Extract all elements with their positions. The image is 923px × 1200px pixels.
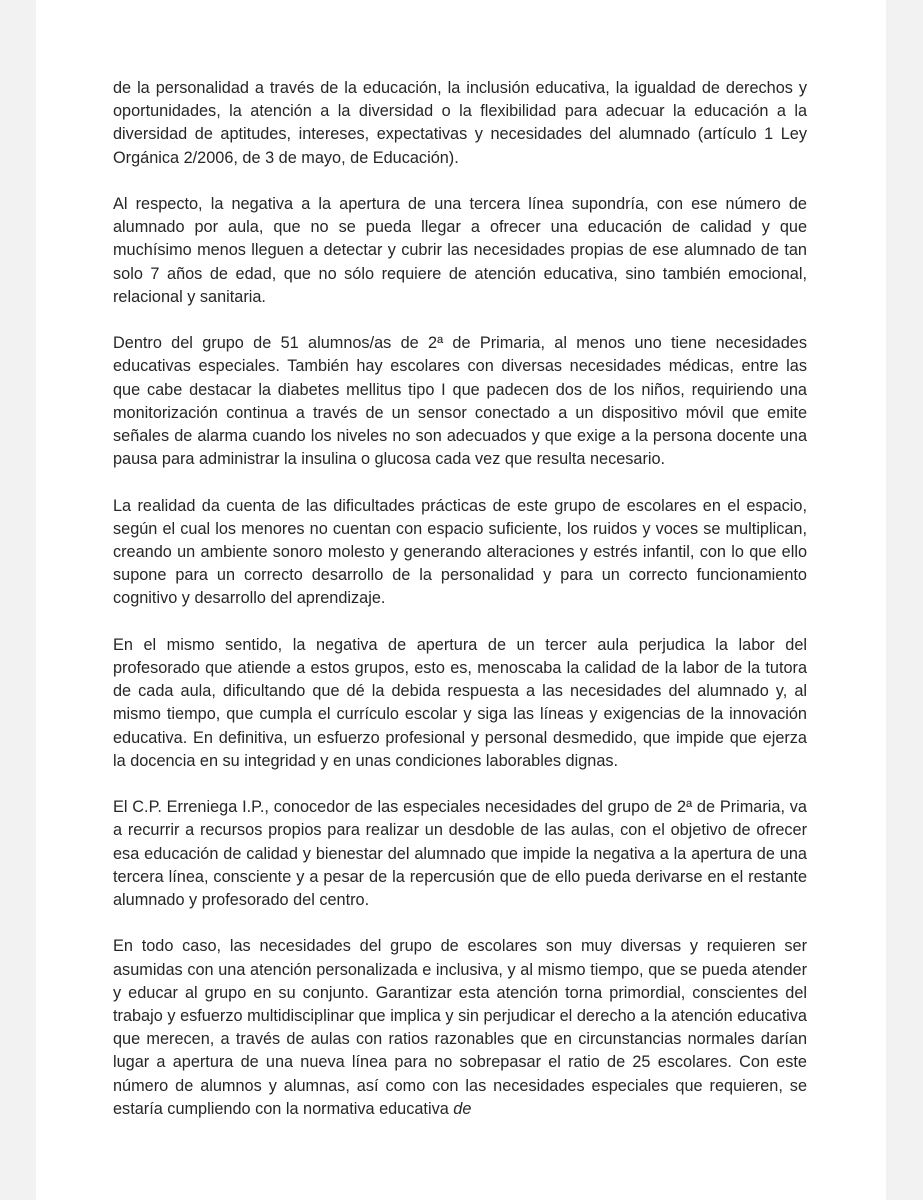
paragraph-education-law: de la personalidad a través de la educación, la inclusión educativa, la igualdad de derechos y oportunidades, la atención a la diversidad o la flexibilidad para adecuar la educación a la diversidad de aptitudes, intereses, expectativas y necesidades del alumnado (artículo 1 Ley Orgánica 2/2006, de 3 de mayo, de Educación). [113,79,807,167]
paragraph-teaching-staff: En el mismo sentido, la negativa de apertura de un tercer aula perjudica la labor del profesorado que atiende a estos grupos, esto es, menoscaba la calidad de la labor de la tutora de cada aula, dificultando que dé la debida respuesta a las necesidades del alumnado y, al mismo tiempo, que cumpla el currículo escolar y siga las líneas y exigencias de la innovación educativa. En definitiva, un esfuerzo profesional y personal desmedido, que impide que ejerza la docencia en su integridad y en unas condiciones laborables dignas. [113,635,807,770]
paragraph-space-difficulties: La realidad da cuenta de las dificultades prácticas de este grupo de escolares en el espacio, según el cual los menores no cuentan con espacio suficiente, los ruidos y voces se multiplican, creando un ambiente sonoro molesto y generando alteraciones y estrés infantil, con lo que ello supone para un correcto desarrollo de la personalidad y para un correcto funcionamiento cognitivo y desarrollo del aprendizaje. [113,496,807,608]
paragraph-conclusion [113,935,807,1121]
paragraph-third-line-refusal: Al respecto, la negativa a la apertura de una tercera línea supondría, con ese número de alumnado por aula, que no se pueda llegar a ofrecer una educación de calidad y que muchísimo menos lleguen a detectar y cubrir las necesidades propias de ese alumnado de tan solo 7 años de edad, que no sólo requiere de atención educativa, sino también emocional, relacional y sanitaria. [113,195,807,306]
document-page [36,0,886,1200]
document-body [113,77,807,1121]
paragraph-conclusion-italic-tail: de [453,1099,472,1118]
paragraph-special-needs: Dentro del grupo de 51 alumnos/as de 2ª de Primaria, al menos uno tiene necesidades educativas especiales. También hay escolares con diversas necesidades médicas, entre las que cabe destacar la diabetes mellitus tipo I que padecen dos de los niños, requiriendo una monitorización continua a través de un sensor conectado a un dispositivo móvil que emite señales de alarma cuando los niveles no son adecuados y que exige a la persona docente una pausa para administrar la insulina o glucosa cada vez que resulta necesario. [113,334,807,469]
paragraph-conclusion-text: En todo caso, las necesidades del grupo de escolares son muy diversas y requieren ser asumidas con una atención personalizada e inclusiva, y al mismo tiempo, que se pueda atender y educar al grupo en su conjunto. Garantizar esta atención torna primordial, conscientes del trabajo y esfuerzo multidisciplinar que implica y sin perjudicar el derecho a la atención educativa que merecen, a través de aulas con ratios razonables que en circunstancias normales darían lugar a apertura de una nueva línea para no sobrepasar el ratio de 25 escolares. Con este número de alumnos y alumnas, así como con las necesidades especiales que requieren, se estaría cumpliendo con la normativa educativa [113,937,807,1118]
paragraph-school-split: El C.P. Erreniega I.P., conocedor de las especiales necesidades del grupo de 2ª de Primaria, va a recurrir a recursos propios para realizar un desdoble de las aulas, con el objetivo de ofrecer esa educación de calidad y bienestar del alumnado que impide la negativa a la apertura de una tercera línea, consciente y a pesar de la repercusión que de ello pueda derivarse en el restante alumnado y profesorado del centro. [113,798,807,910]
